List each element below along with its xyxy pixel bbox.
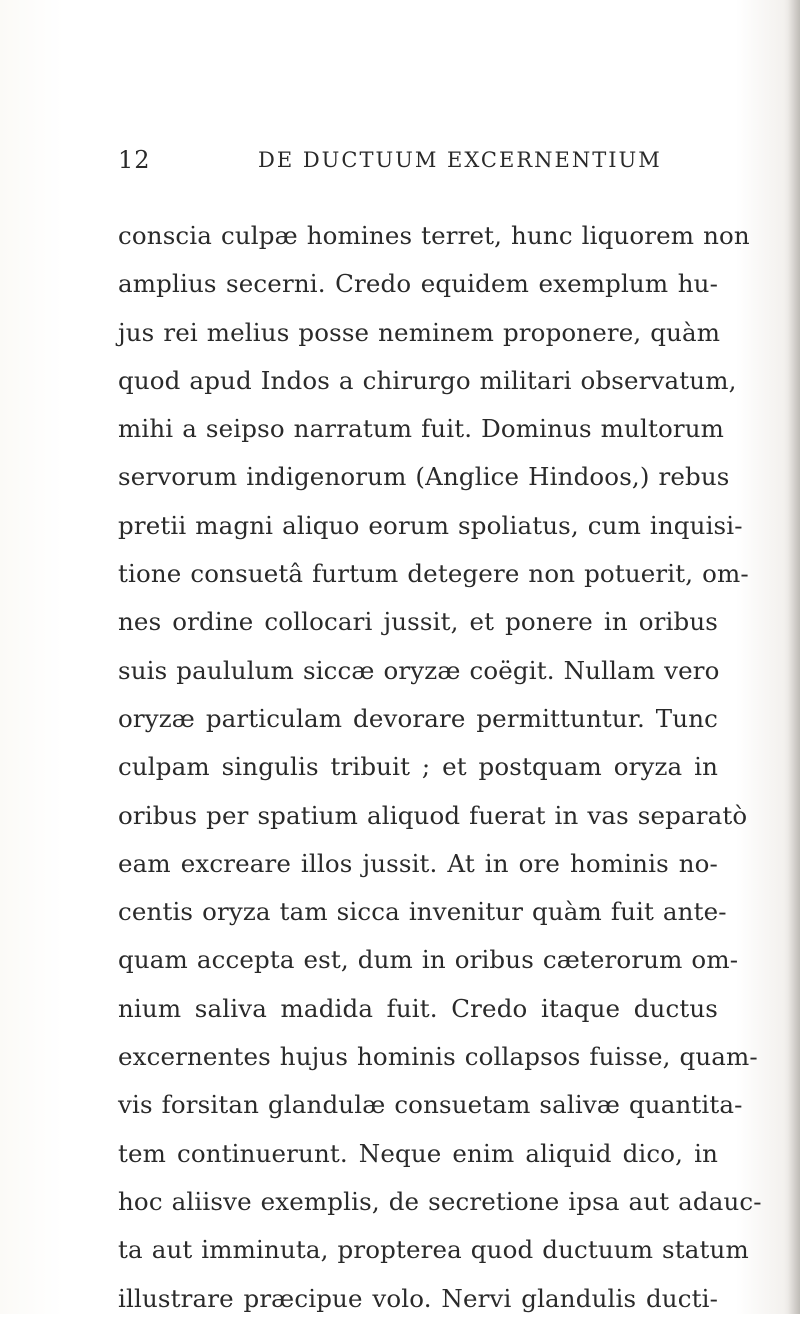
text-line: eam excreare illos jussit. At in ore hominis no- (118, 848, 718, 878)
text-line: culpam singulis tribuit ; et postquam oryza in (118, 752, 718, 782)
text-line: suis paululum siccæ oryzæ coëgit. Nullam vero (118, 655, 720, 685)
text-line: quam accepta est, dum in oribus cæterorum om- (118, 945, 739, 975)
body-text (118, 212, 762, 1323)
text-line: nium saliva madida fuit. Credo itaque ductus (118, 993, 718, 1023)
text-line: tem continuerunt. Neque enim aliquid dico, in (118, 1138, 718, 1168)
text-line: vis forsitan glandulæ consuetam salivæ quantita- (118, 1090, 743, 1120)
text-line: illustrare præcipue volo. Nervi glandulis ducti- (118, 1283, 718, 1313)
text-line: conscia culpæ homines terret, hunc liquorem non (118, 221, 750, 250)
text-line: servorum indigenorum (Anglice Hindoos,) rebus (118, 462, 730, 492)
text-line: oribus per spatium aliquod fuerat in vas separatò (118, 800, 748, 830)
running-head (0, 146, 800, 180)
text-line: excernentes hujus hominis collapsos fuisse, quam- (118, 1042, 758, 1072)
text-line: mihi a seipso narratum fuit. Dominus multorum (118, 414, 725, 444)
page-edge-shadow (788, 0, 800, 1314)
text-line: tione consuetâ furtum detegere non potuerit, om- (118, 559, 749, 589)
text-line: jus rei melius posse neminem proponere, quàm (118, 317, 721, 347)
running-title: DE DUCTUUM EXCERNENTIUM (258, 148, 662, 172)
text-line: nes ordine collocari jussit, et ponere in oribus (118, 607, 718, 637)
text-line: ta aut imminuta, propterea quod ductuum statum (118, 1235, 749, 1265)
text-line: amplius secerni. Credo equidem exemplum hu- (118, 269, 718, 299)
text-line: hoc aliisve exemplis, de secretione ipsa aut adauc- (118, 1186, 762, 1216)
text-line: centis oryza tam sicca invenitur quàm fuit ante- (118, 897, 727, 927)
text-line: quod apud Indos a chirurgo militari observatum, (118, 365, 737, 395)
text-line: oryzæ particulam devorare permittuntur. Tunc (118, 703, 718, 733)
text-line: pretii magni aliquo eorum spoliatus, cum inquisi- (118, 510, 743, 540)
page-number: 12 (118, 146, 151, 174)
